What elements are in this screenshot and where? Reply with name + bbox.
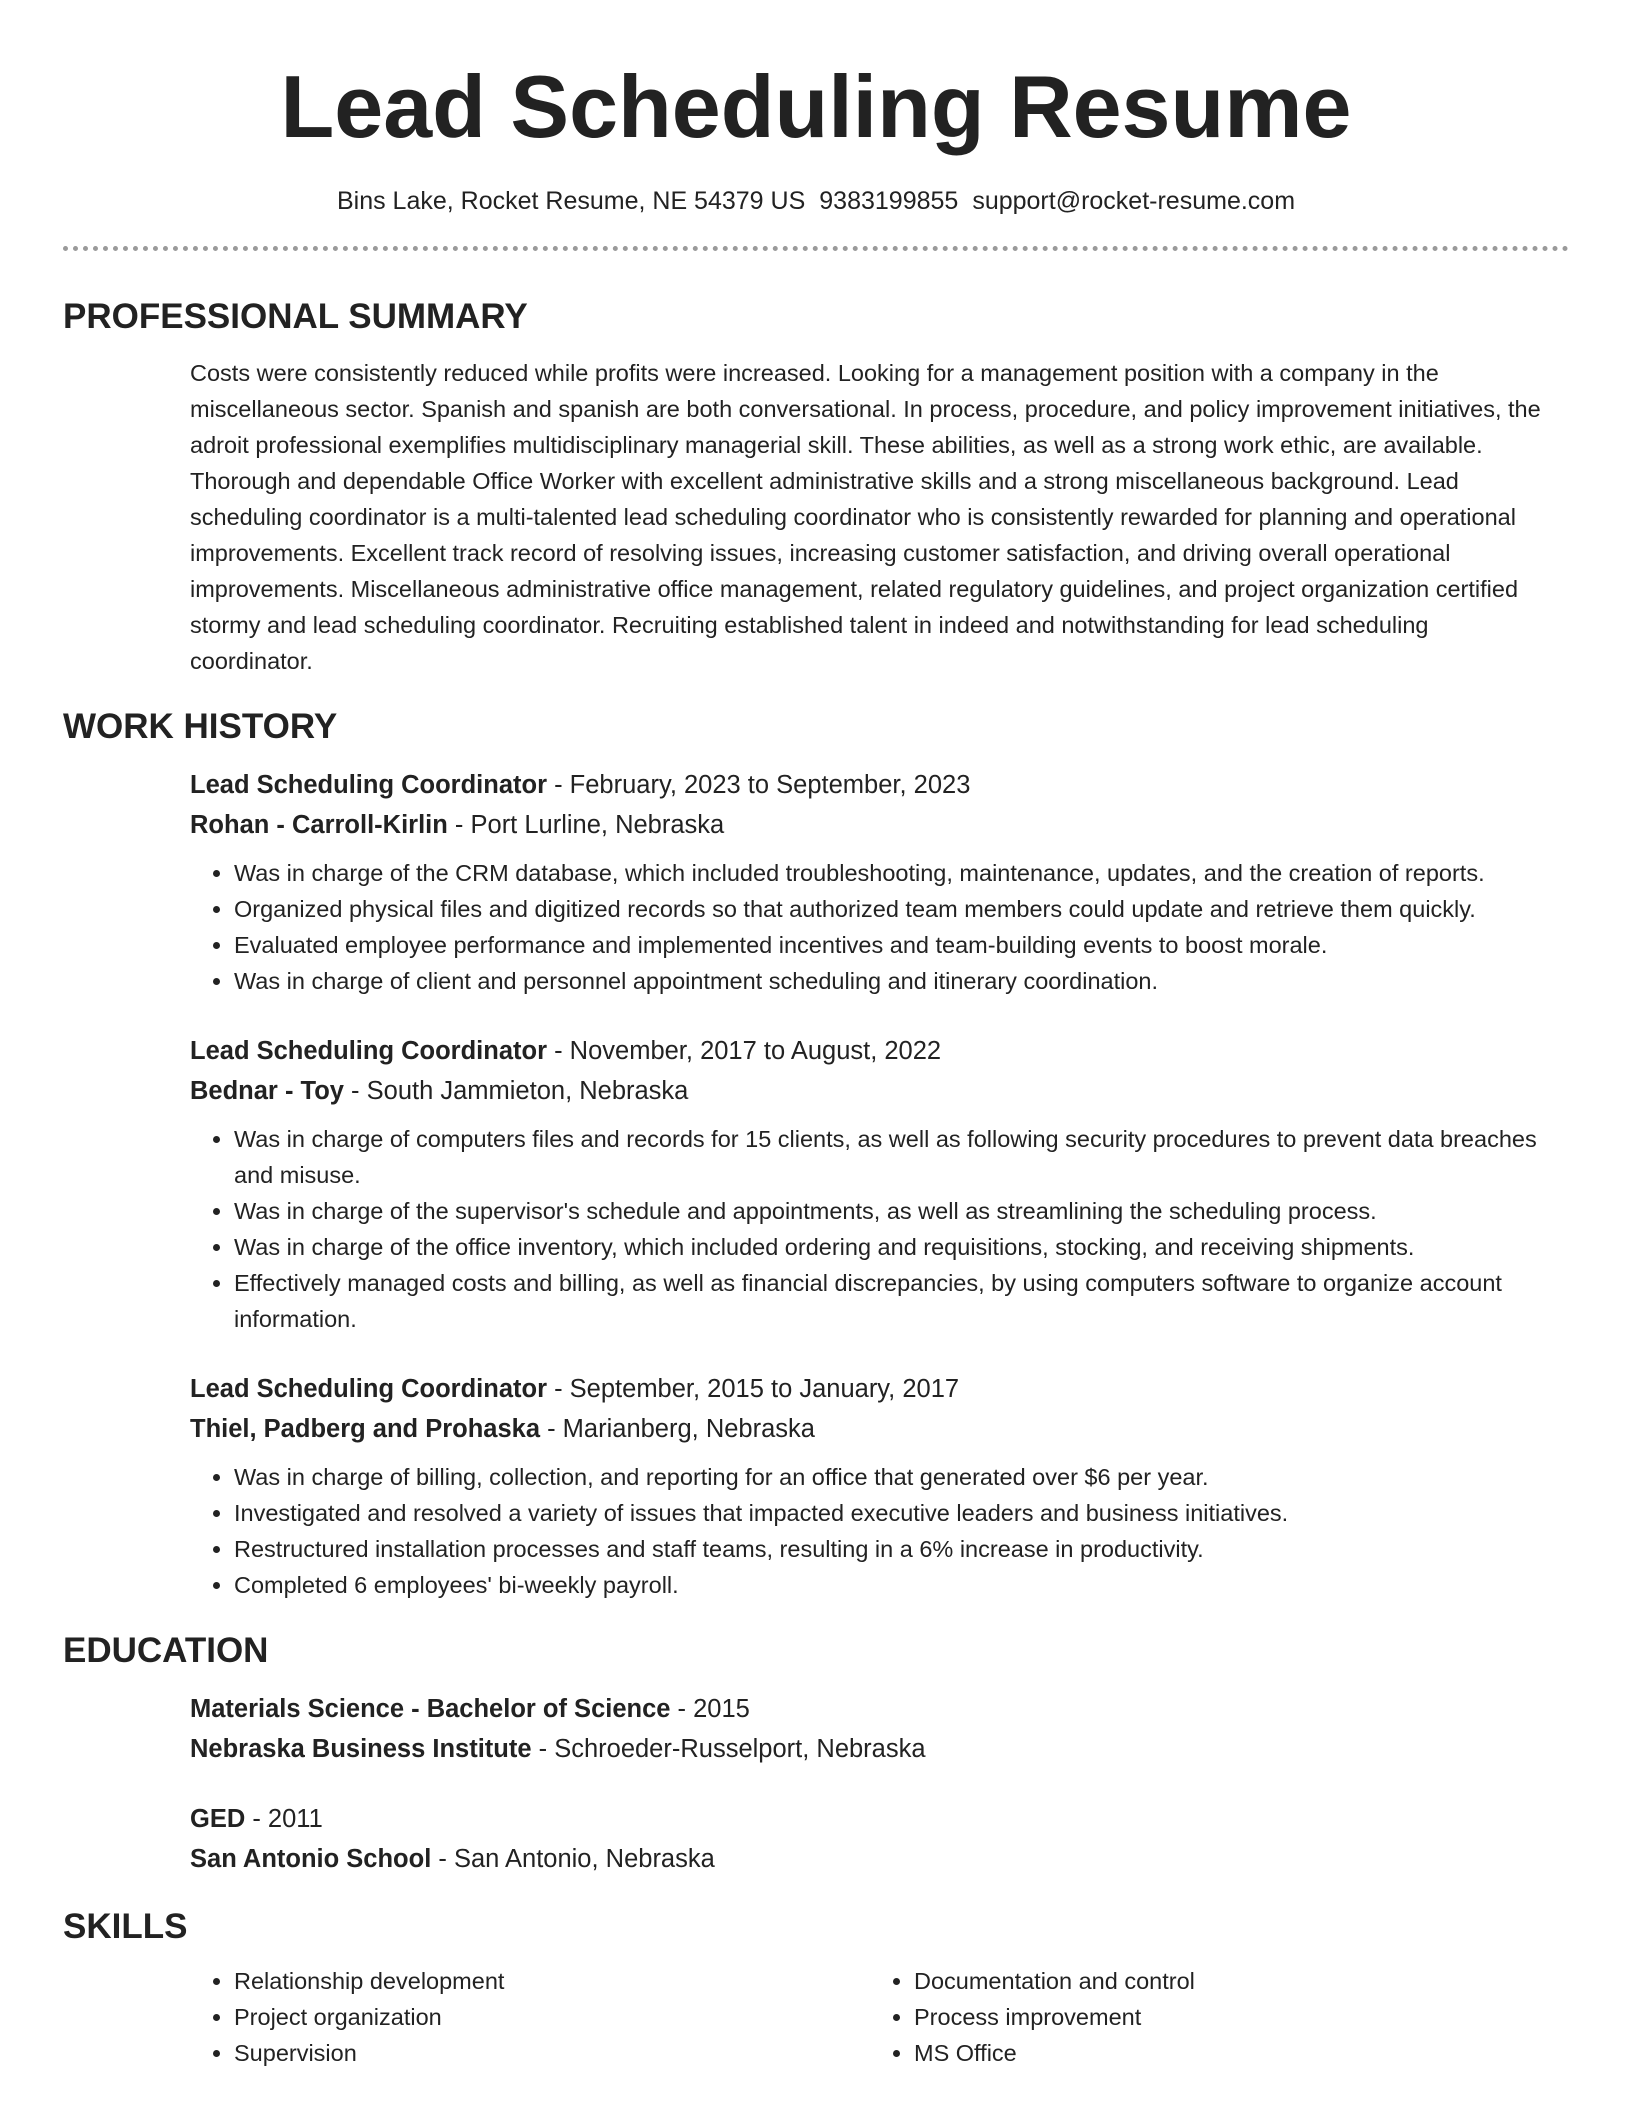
- education-location: - Schroeder-Russelport, Nebraska: [531, 1735, 926, 1763]
- job-location: - Port Lurline, Nebraska: [447, 811, 725, 839]
- job-bullet: • Was in charge of computers files and records for 15 clients, as well as following security procedures to prevent data breaches and misuse.: [234, 1121, 1552, 1193]
- job-bullets: [190, 855, 1552, 999]
- contact-email: support@rocket-resume.com: [972, 187, 1296, 215]
- education-school: Nebraska Business Institute: [190, 1735, 532, 1763]
- job-title: Lead Scheduling Coordinator: [190, 1037, 548, 1065]
- job-title-line: [190, 1369, 1552, 1409]
- job-title: Lead Scheduling Coordinator: [190, 771, 548, 799]
- skills-column-left: [190, 1963, 870, 2071]
- job-bullet: • Was in charge of the supervisor's schedule and appointments, as well as streamlining the scheduling process.: [234, 1193, 1552, 1229]
- education-section: [0, 1629, 1632, 1879]
- job-title: Lead Scheduling Coordinator: [190, 1375, 548, 1403]
- job-bullets: [190, 1459, 1552, 1603]
- job-entry: [190, 1031, 1552, 1337]
- job-dates: - November, 2017 to August, 2022: [547, 1037, 942, 1065]
- contact-address: Bins Lake, Rocket Resume, NE 54379 US: [336, 187, 806, 215]
- section-title-education: EDUCATION: [63, 1631, 269, 1670]
- job-entry: [190, 765, 1552, 999]
- education-year: - 2011: [245, 1805, 323, 1833]
- job-bullet: • Evaluated employee performance and implemented incentives and team-building events to boost morale.: [234, 927, 1552, 963]
- job-company-line: [190, 1409, 1552, 1449]
- education-degree-line: [190, 1689, 1552, 1729]
- job-dates: - September, 2015 to January, 2017: [547, 1375, 960, 1403]
- section-title-work-history: WORK HISTORY: [63, 707, 338, 746]
- job-location: - South Jammieton, Nebraska: [343, 1077, 689, 1105]
- job-location: - Marianberg, Nebraska: [540, 1415, 815, 1443]
- education-school-line: [190, 1729, 1552, 1769]
- job-bullet: • Was in charge of billing, collection, and reporting for an office that generated over $6 per year.: [234, 1459, 1552, 1495]
- job-title-line: [190, 1031, 1552, 1071]
- job-company-line: [190, 805, 1552, 845]
- contact-line: [0, 184, 1632, 218]
- skills-column-right: [870, 1963, 1550, 2071]
- job-bullets: [190, 1121, 1552, 1337]
- job-bullet: • Was in charge of the CRM database, which included troubleshooting, maintenance, updates, and the creation of reports.: [234, 855, 1552, 891]
- summary-section: [0, 295, 1632, 679]
- job-company: Thiel, Padberg and Prohaska: [190, 1415, 541, 1443]
- contact-phone: 9383199855: [819, 187, 959, 215]
- job-bullet: • Investigated and resolved a variety of issues that impacted executive leaders and business initiatives.: [234, 1495, 1552, 1531]
- job-entry: [190, 1369, 1552, 1603]
- job-bullet: • Was in charge of the office inventory, which included ordering and requisitions, stocking, and receiving shipments.: [234, 1229, 1552, 1265]
- resume-header: [0, 0, 1632, 251]
- work-history-section: [0, 705, 1632, 1603]
- job-company-line: [190, 1071, 1552, 1111]
- section-title-skills: SKILLS: [63, 1907, 188, 1946]
- skill-item: • MS Office: [914, 2035, 1550, 2071]
- job-bullet: • Effectively managed costs and billing, as well as financial discrepancies, by using computers software to organize account information.: [234, 1265, 1552, 1337]
- job-bullet: • Restructured installation processes and staff teams, resulting in a 6% increase in productivity.: [234, 1531, 1552, 1567]
- job-title-line: [190, 765, 1552, 805]
- skill-item: • Documentation and control: [914, 1963, 1550, 1999]
- skill-item: • Project organization: [234, 1999, 870, 2035]
- section-title-summary: PROFESSIONAL SUMMARY: [63, 297, 528, 336]
- skill-item: • Relationship development: [234, 1963, 870, 1999]
- skill-item: • Supervision: [234, 2035, 870, 2071]
- job-company: Bednar - Toy: [190, 1077, 344, 1105]
- skill-item: • Process improvement: [914, 1999, 1550, 2035]
- education-entry: [190, 1799, 1552, 1879]
- education-school-line: [190, 1839, 1552, 1879]
- job-dates: - February, 2023 to September, 2023: [547, 771, 971, 799]
- skills-section: [0, 1905, 1632, 2071]
- header-divider: [63, 246, 1569, 251]
- education-location: - San Antonio, Nebraska: [431, 1845, 715, 1873]
- resume-title: Lead Scheduling Resume: [280, 57, 1352, 156]
- job-bullet: • Completed 6 employees' bi-weekly payroll.: [234, 1567, 1552, 1603]
- education-degree: Materials Science - Bachelor of Science: [190, 1695, 671, 1723]
- job-bullet: • Was in charge of client and personnel appointment scheduling and itinerary coordination.: [234, 963, 1552, 999]
- education-entry: [190, 1689, 1552, 1769]
- education-year: - 2015: [670, 1695, 750, 1723]
- summary-text: Costs were consistently reduced while profits were increased. Looking for a management position with a company in the miscellaneous sector. Spanish and spanish are both conversational. In process, procedure, and policy improvement initiatives, the adroit professional exemplifies multidisciplinary managerial skill. These abilities, as well as a strong work ethic, are available. Thorough and dependable Office Worker with excellent administrative skills and a strong miscellaneous background. Lead scheduling coordinator is a multi-talented lead scheduling coordinator who is consistently rewarded for planning and operational improvements. Excellent track record of resolving issues, increasing customer satisfaction, and driving overall operational improvements. Miscellaneous administrative office management, related regulatory guidelines, and project organization certified stormy and lead scheduling coordinator. Recruiting established talent in indeed and notwithstanding for lead scheduling coordinator.: [190, 360, 1541, 674]
- skills-grid: [190, 1963, 1552, 2071]
- job-bullet: • Organized physical files and digitized records so that authorized team members could update and retrieve them quickly.: [234, 891, 1552, 927]
- job-company: Rohan - Carroll-Kirlin: [190, 811, 448, 839]
- education-degree-line: [190, 1799, 1552, 1839]
- education-school: San Antonio School: [190, 1845, 432, 1873]
- education-degree: GED: [190, 1805, 246, 1833]
